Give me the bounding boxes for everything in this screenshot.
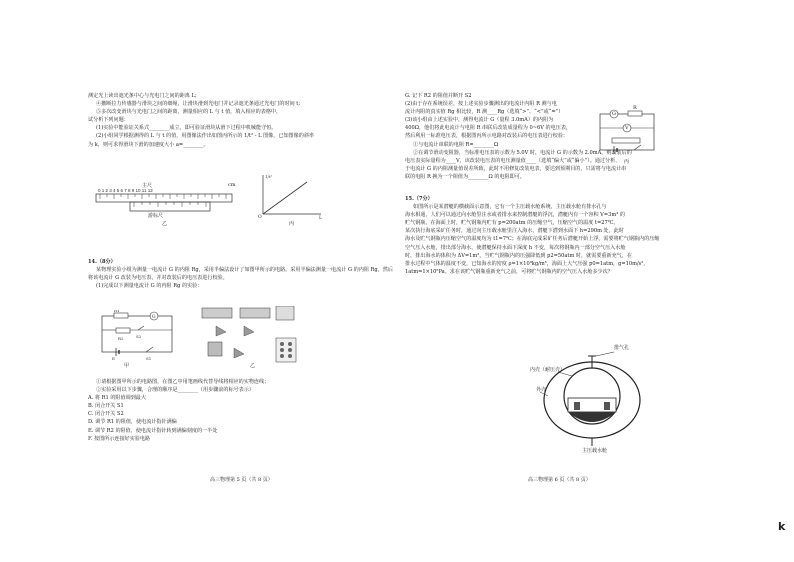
svg-text:R1: R1 xyxy=(114,310,120,313)
text-line: ⑤多次改变滑块与光电门之间的距离，测量相应的 L 与 t 值，填入相应的表格中， xyxy=(96,109,282,116)
question-header: 14.（8分） xyxy=(88,259,116,265)
text-line: 如图所示是某潜艇的横截面示意图，它有一个主压载水舱系统，主压载水舱有排水孔与 xyxy=(413,204,607,211)
text-line: 电压表实际量程为____V，该改装电压表的电压测量值____（选填“偏大”或“偏小”）。通过分析， xyxy=(405,157,621,164)
inner-hull-label: 内壳（耐压壳） xyxy=(530,367,566,373)
circuit-caption: 甲 xyxy=(124,363,130,369)
text-line: ①请根据图甲所示的电路图，在图乙中用笔画线代替导线将相应的实物连线； xyxy=(96,379,270,385)
caliper-main-label: 主尺 xyxy=(142,183,153,189)
option-item: E. 调节 R2 的阻值，使电流计指针转到满偏刻度的一半处 xyxy=(88,427,218,434)
text-line: ②实验采用以下步骤，合理的顺序是________（用步骤前的标号表示） xyxy=(96,387,254,394)
apparatus-figure xyxy=(196,306,306,368)
text-line: 试分析下列问题： xyxy=(88,117,129,124)
text-line: 贮气钢瓶，在海面上时，贮气钢瓶内贮有 p=200atm 的压缩空气，压缩空气的温度 t=27℃。 xyxy=(405,220,619,227)
question-14-steps xyxy=(88,378,393,443)
text-line: 将该电流计 G 改装为电压表，并对改装后的电压表进行校验。 xyxy=(88,275,228,282)
circuit-caption-bing: 丙 xyxy=(624,159,630,165)
text-line: (3)该小组由上述实验中，测得电流计 G（量程 3.0mA）的内阻为 xyxy=(405,117,554,124)
svg-text:1/t²: 1/t² xyxy=(265,174,273,179)
text-line: ①与电流计串联的电阻 R=________Ω xyxy=(413,141,499,148)
vernier-caliper-figure xyxy=(90,180,240,227)
text-line: (1)实验中能验证关系式________成立，即可验证滑块从滑下过程中机械能守恒。 xyxy=(96,125,277,132)
svg-text:E: E xyxy=(112,356,115,360)
text-line: 流计内阻的真实值 Rg 相比较，R 测____Rg（选填“>”、“<”或“=”） xyxy=(405,109,564,116)
option-item: A. 将 R1 的阻值调到最大 xyxy=(88,395,146,402)
left-page-footer: 高三物理第 5 页（共 8 页） xyxy=(210,477,273,483)
svg-text:0 1 2 3 4 5 6 7 8 9 10 11 12: 0 1 2 3 4 5 6 7 8 9 10 11 12 xyxy=(98,188,153,193)
voltmeter-label: V xyxy=(625,125,629,131)
text-line: 测定光上读出遮光条中心与光电门之间的距离 L; xyxy=(88,93,197,99)
text-line: 联的电阻 R 换为一个阻值为________Ω 的电阻即可。 xyxy=(405,173,525,180)
galvanometer-label: G xyxy=(612,111,616,117)
svg-text:O: O xyxy=(258,215,262,220)
option-item: C. 闭合开关 S2 xyxy=(88,411,124,418)
svg-text:S2: S2 xyxy=(136,334,142,339)
right-page-footer: 高三物理第 6 页（共 8 页） xyxy=(528,477,591,483)
resistor-label: R xyxy=(633,105,637,111)
text-line: 1atm=1×10⁵Pa。求在该贮气钢瓶重新充气之前，可将贮气钢瓶内的空气压入水舱多少次？ xyxy=(405,268,613,275)
text-line: (2)由于存在系统误差，按上述实验步骤测出的电流计内阻 R 测与电 xyxy=(405,101,557,108)
text-line: 于电流计 G 的内阻测量值误差所致，此时不用修复改装电表，要达到预期目的，只需将与电流计串 xyxy=(405,165,627,172)
question-15 xyxy=(405,195,711,276)
corner-mark: k xyxy=(778,520,786,533)
text-line: 海水相通，人们可以通过向水舱里注水或者排水来控制潜艇的浮沉，潜艇内有一个容积 V=3m³ 的 xyxy=(405,212,625,219)
outer-hull-label: 外壳 xyxy=(536,387,547,393)
question-header: 15.（7分） xyxy=(405,196,433,202)
option-item: B. 闭合开关 S1 xyxy=(88,403,124,410)
ballast-tank-label: 主压载水舱 xyxy=(582,448,608,454)
text-line: 为 k，则可求得滑块下滑的加速度大小 a=________。 xyxy=(88,141,209,148)
text-line: 然后利用一标准电压表，根据图丙所示电路对改装后的电压表进行校验： xyxy=(405,133,569,140)
text-line: 排水过程中气体的温度不变，已知海水的密度 ρ=1×10³kg/m³，海面上大气压强 p0=1atm，g=10m/s²， xyxy=(405,260,649,267)
line-graph-figure xyxy=(255,172,325,227)
svg-text:S1: S1 xyxy=(146,356,152,360)
caliper-vernier-label: 游标尺 xyxy=(148,213,164,219)
left-page xyxy=(88,92,393,149)
svg-text:L: L xyxy=(319,216,322,221)
right-page xyxy=(405,92,711,181)
vent-label: 排气孔 xyxy=(614,345,630,351)
text-line: 时，排出海水的体积为 ΔV=1m³，当贮气钢瓶内的压强降低到 p2=50atm 时，就需要重新充气，在 xyxy=(405,252,632,259)
text-line: ②在调节滑动变阻器，当标准电压表的示数为 5.0V 时，电流计 G 的示数为 2.0mA，则改装后的 xyxy=(413,149,632,156)
question-14 xyxy=(88,258,393,290)
text-line: 空气压入水舱，排出部分海水，使潜艇保持水面下深度 h 不变，每次将钢瓶内一部分空气压入水舱 xyxy=(405,244,626,251)
caliper-caption: 乙 xyxy=(162,221,168,227)
text-line: (1)完成以下测量电流计 G 的内阻 Rg 的实验： xyxy=(96,283,203,290)
text-line: G. 记下 R2 的阻值并断开 S2 xyxy=(405,93,472,99)
caliper-unit-label: cm xyxy=(228,182,236,188)
option-item: F. 按图所示连接好实验电路 xyxy=(88,435,151,442)
text-line: (2)小组同学根据测得的 L 与 t 的值，用图像法作出如图丙所示的 1/t² - L 图像，已知图像的斜率 xyxy=(96,133,315,140)
text-line: 400Ω，他们将此电流计与电阻 R 串联后改装成量程为 0~6V 的电压表， xyxy=(405,125,572,132)
text-line: 某物理实验小组为测量一电流计 G 的内阻 Rg，采用半偏法设计了如图甲所示的电路。采用半偏法测量一电流计 G 的内阻 Rg，然后 xyxy=(96,267,393,274)
text-line: 某次执行海底采矿任务时，通过向主压载水舱里注入海水，潜艇下潜到水面下 h=290m 处，此时 xyxy=(405,228,624,235)
apparatus-caption: 乙 xyxy=(250,363,256,369)
submarine-figure xyxy=(530,345,660,454)
svg-text:R2: R2 xyxy=(118,336,124,341)
circuit-diagram-bing xyxy=(594,105,660,165)
circuit-diagram-jia xyxy=(96,310,180,369)
svg-text:G: G xyxy=(152,315,156,320)
text-line: 海水及贮气钢瓶内压缩空气的温度均为 t1=7℃；在海底完成采矿任务后潜艇开始上浮，需要将贮气钢瓶内的压缩 xyxy=(405,236,660,243)
graph-caption: 丙 xyxy=(289,221,295,227)
option-item: D. 调节 R1 的阻值，使电流计指针满偏 xyxy=(88,419,177,426)
text-line: ④撤断拉力传感器与滑块之间的细绳，让滑块滑到光电门并记录遮光条通过光电门的时间 t; xyxy=(96,101,301,108)
